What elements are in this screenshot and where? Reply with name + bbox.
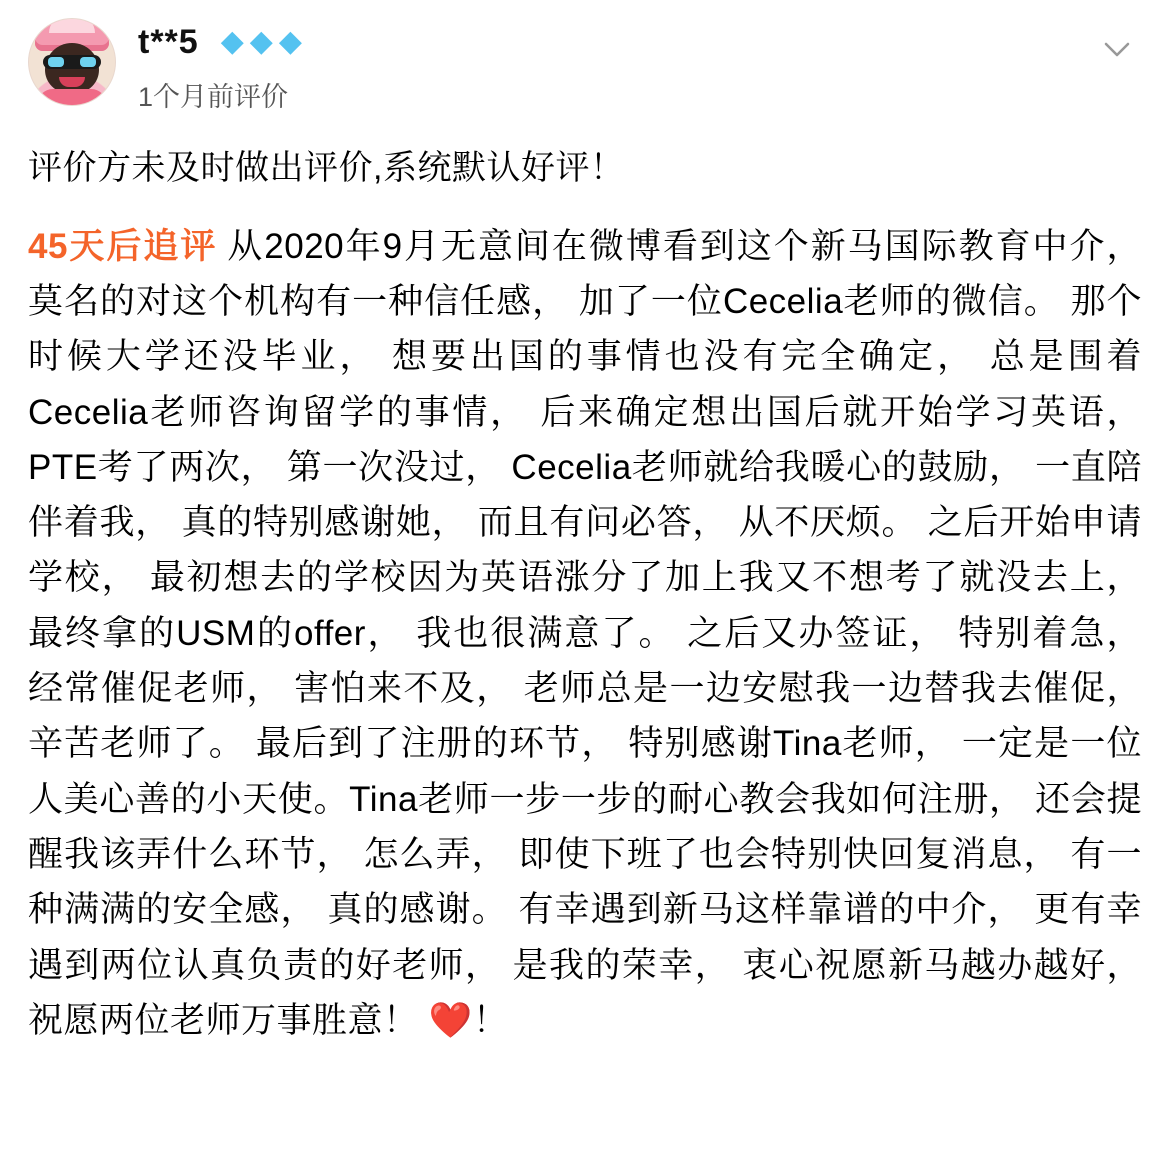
avatar[interactable] [28,18,116,106]
followup-tag: 45天后追评 [28,226,218,266]
chevron-down-icon[interactable] [1100,32,1134,66]
diamond-icon: ◆ [249,25,273,58]
heart-icon: ❤️ [428,1000,473,1040]
username-row [138,20,302,64]
followup-review [28,219,1142,1048]
review-time: 1个月前评价 [138,82,289,112]
default-comment-text: 评价方未及时做出评价,系统默认好评！ [28,149,625,187]
diamond-icon: ◆ [220,25,244,58]
followup-text: 从2020年9月无意间在微博看到这个新马国际教育中介， 莫名的对这个机构有一种信任感， 加了一位Cecelia老师的微信。 那个时候大学还没毕业， 想要出国的事情也没有完全确定， 总是围着Cecelia老师咨询留学的事情， 后来确定想出国后就开始学习英语， PTE考了两次， 第一次没过， Cecelia老师就给我暖心的鼓励， 一直陪伴着我， 真的特别感谢她， 而且有问必答， 从不厌烦。 之后开始申请学校， 最初想去的学校因为英语涨分了加上我又不想考了就没去上， 最终拿的USM的offer， 我也很满意了。 之后又办签证， 特别着急， 经常催促老师， 害怕来不及， 老师总是一边安慰我一边替我去催促， 辛苦老师了。 最后到了注册的环节， 特别感谢Tina老师， 一定是一位人美心善的小天使。Tina老师一步一步的耐心教会我如何注册， 还会提醒我该弄什么环节， 怎么弄， 即使下班了也会特别快回复消息， 有一种满满的安全感， 真的感谢。 有幸遇到新马这样靠谱的中介， 更有幸遇到两位认真负责的好老师， 是我的荣幸， 衷心祝愿新马越办越好， 祝愿两位老师万事胜意！ [28,226,1142,1040]
username: t**5 [138,23,199,61]
review-body [28,142,1142,1048]
header-text-block [138,14,302,114]
diamond-icon: ◆ [278,25,302,58]
avatar-sunglasses-icon [43,55,101,69]
review-header [28,14,1142,124]
avatar-collar [37,89,107,105]
followup-trailing: ！ [472,1000,509,1040]
member-level-gems [221,27,302,57]
